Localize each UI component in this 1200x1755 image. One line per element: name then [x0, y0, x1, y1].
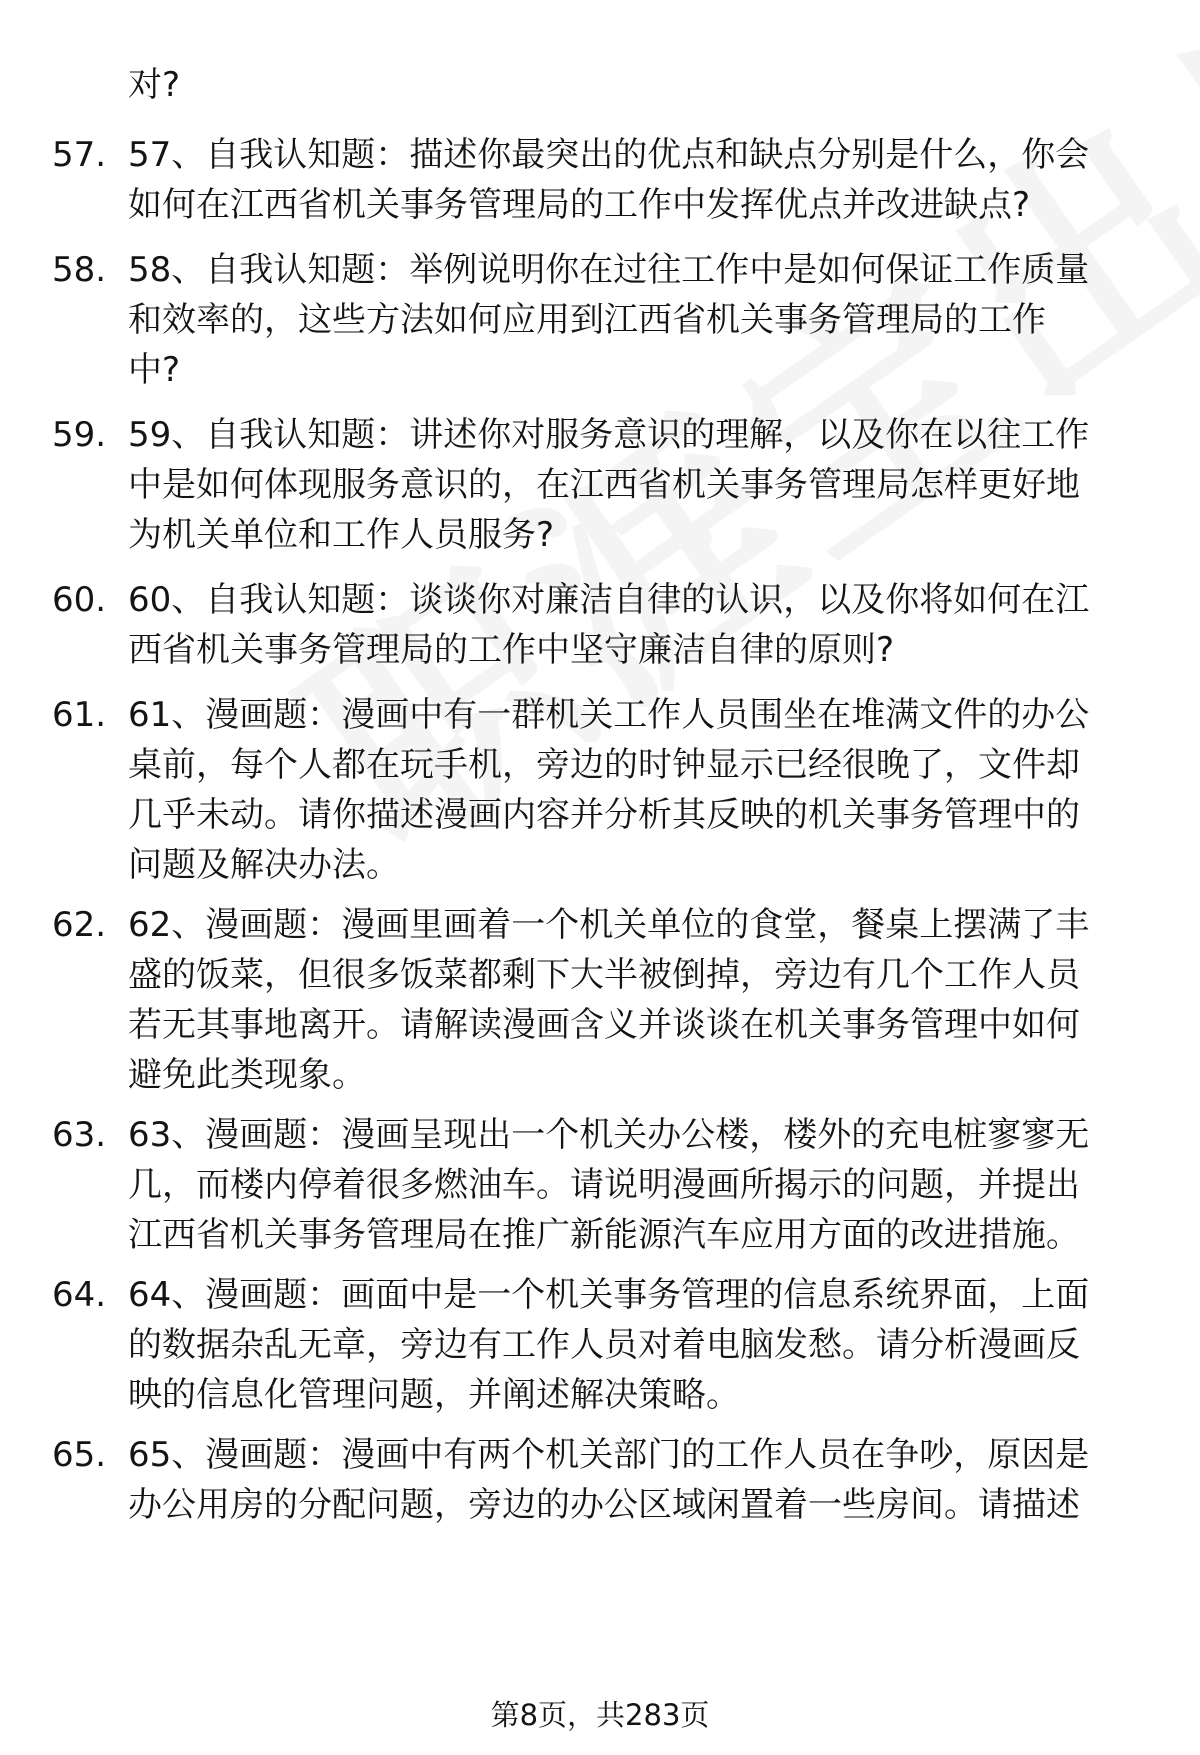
item-text: 58、自我认知题：举例说明你在过往工作中是如何保证工作质量 和效率的，这些方法如何应用到江西省机关事务管理局的工作 中?	[128, 250, 1090, 390]
carry-over-text: 对?	[128, 65, 181, 105]
item-number: 64.	[52, 1275, 107, 1315]
item-text: 64、漫画题：画面中是一个机关事务管理的信息系统界面，上面 的数据杂乱无章，旁边有工作人员对着电脑发愁。请分析漫画反 映的信息化管理问题，并阐述解决策略。	[128, 1275, 1090, 1415]
item-number: 65.	[52, 1435, 107, 1475]
item-text: 57、自我认知题：描述你最突出的优点和缺点分别是什么，你会 如何在江西省机关事务管理局的工作中发挥优点并改进缺点?	[128, 135, 1090, 225]
item-text: 59、自我认知题：讲述你对服务意识的理解，以及你在以往工作 中是如何体现服务意识的，在江西省机关事务管理局怎样更好地 为机关单位和工作人员服务?	[128, 415, 1090, 555]
item-number: 62.	[52, 905, 107, 945]
item-number: 63.	[52, 1115, 107, 1155]
item-number: 59.	[52, 415, 107, 455]
item-text: 62、漫画题：漫画里画着一个机关单位的食堂，餐桌上摆满了丰 盛的饭菜，但很多饭菜都剩下大半被倒掉，旁边有几个工作人员 若无其事地离开。请解读漫画含义并谈谈在机关事务管理中如何 避免此类现象。	[128, 905, 1090, 1095]
item-number: 57.	[52, 135, 107, 175]
item-number: 61.	[52, 695, 107, 735]
item-number: 58.	[52, 250, 107, 290]
item-number: 60.	[52, 580, 107, 620]
item-text: 65、漫画题：漫画中有两个机关部门的工作人员在争吵，原因是 办公用房的分配问题，旁边的办公区域闲置着一些房间。请描述	[128, 1435, 1090, 1525]
page-footer: 第8页，共283页	[490, 1698, 710, 1732]
item-text: 63、漫画题：漫画呈现出一个机关办公楼，楼外的充电桩寥寥无 几，而楼内停着很多燃油车。请说明漫画所揭示的问题，并提出 江西省机关事务管理局在推广新能源汽车应用方面的改进措施。	[128, 1115, 1090, 1255]
item-text: 61、漫画题：漫画中有一群机关工作人员围坐在堆满文件的办公 桌前，每个人都在玩手机，旁边的时钟显示已经很晚了，文件却 几乎未动。请你描述漫画内容并分析其反映的机关事务管理中的 问题及解决办法。	[128, 695, 1090, 885]
item-text: 60、自我认知题：谈谈你对廉洁自律的认识，以及你将如何在江 西省机关事务管理局的工作中坚守廉洁自律的原则?	[128, 580, 1090, 670]
